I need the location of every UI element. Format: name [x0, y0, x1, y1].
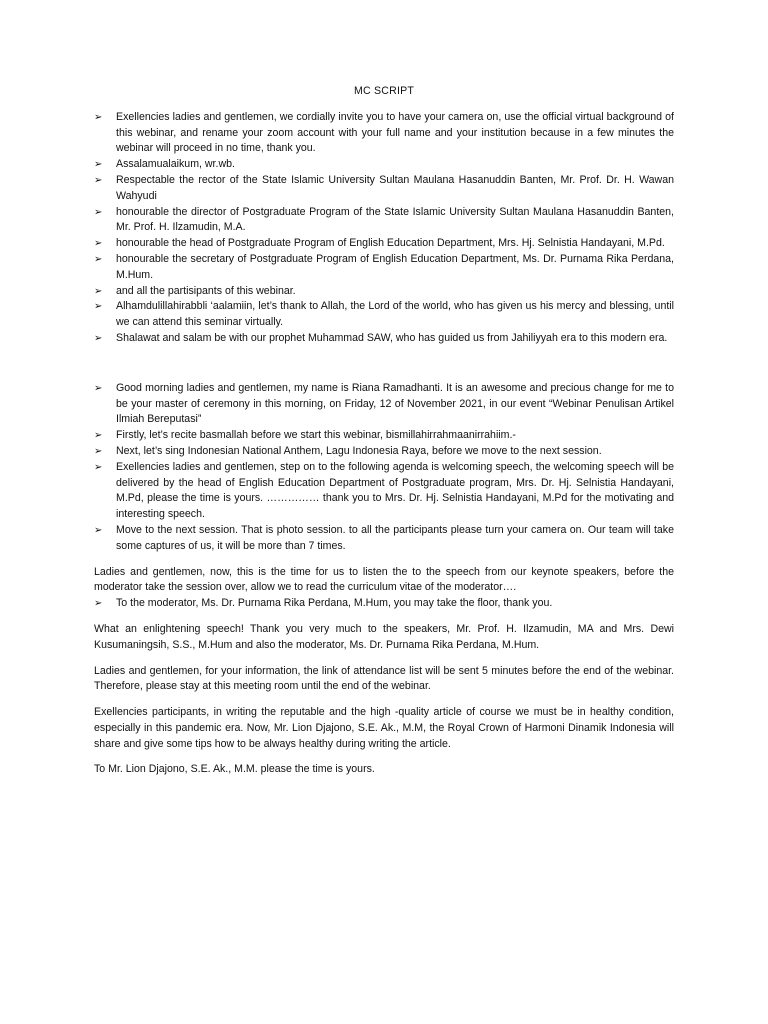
list-item [94, 331, 674, 347]
list-item-text: Next, let’s sing Indonesian National Anthem, Lagu Indonesia Raya, before we move to the next session. [116, 444, 602, 457]
list-item-text: Shalawat and salam be with our prophet Muhammad SAW, who has guided us from Jahiliyyah era to this modern era. [116, 331, 668, 344]
list-item-text: honourable the head of Postgraduate Program of English Education Department, Mrs. Hj. Selnistia Handayani, M.Pd. [116, 237, 665, 250]
list-item-text: Alhamdulillahirabbli ‘aalamiin, let’s thank to Allah, the Lord of the world, who has given us his mercy and blessing, until we can attend this seminar virtually. [116, 300, 674, 329]
arrow-bullet-icon: ➢ [94, 598, 103, 610]
arrow-bullet-icon: ➢ [94, 159, 103, 171]
moderator-list [94, 596, 674, 612]
list-item-text: Move to the next session. That is photo session. to all the participants please turn your camera on. Our team will take some captures of us, it will be more than 7 times. [116, 523, 674, 552]
arrow-bullet-icon: ➢ [94, 524, 103, 536]
list-item-text: and all the partisipants of this webinar. [116, 284, 296, 297]
arrow-bullet-icon: ➢ [94, 430, 103, 442]
list-item [94, 173, 674, 205]
arrow-bullet-icon: ➢ [94, 382, 103, 394]
arrow-bullet-icon: ➢ [94, 253, 103, 265]
list-item [94, 444, 674, 460]
list-item-text: Exellencies ladies and gentlemen, we cordially invite you to have your camera on, use the official virtual background of this webinar, and rename your zoom account with your full name and your institution because in a few minutes the webinar will proceed in no time, thank you. [116, 110, 674, 155]
list-item-text: honourable the secretary of Postgraduate Program of English Education Department, Ms. Dr. Purnama Rika Perdana, M.Hum. [116, 252, 674, 281]
opening-list [94, 110, 674, 347]
list-item [94, 428, 674, 444]
arrow-bullet-icon: ➢ [94, 301, 103, 313]
document-title: MC SCRIPT [353, 85, 415, 97]
list-item [94, 252, 674, 284]
list-item [94, 236, 674, 252]
thanks-paragraph: What an enlightening speech! Thank you very much to the speakers, Mr. Prof. H. Ilzamudin, MA and Mrs. Dewi Kusumaningsih, S.S., M.Hum and also the moderator, Ms. Dr. Purnama Rika Perdana, M.Hum. [94, 622, 674, 651]
arrow-bullet-icon: ➢ [94, 111, 103, 123]
list-item [94, 110, 674, 157]
arrow-bullet-icon: ➢ [94, 461, 103, 473]
keynote-paragraph: Ladies and gentlemen, now, this is the time for us to listen the to the speech from our keynote speakers, before the moderator take the session over, allow we to read the curriculum vitae of the moderator…. [94, 565, 674, 594]
section-spacer [94, 347, 674, 381]
list-item [94, 205, 674, 237]
list-item-text: To the moderator, Ms. Dr. Purnama Rika Perdana, M.Hum, you may take the floor, thank you. [116, 597, 553, 610]
list-item-text: Respectable the rector of the State Islamic University Sultan Maulana Hasanuddin Banten, Mr. Prof. Dr. H. Wawan Wahyudi [116, 173, 674, 202]
list-item [94, 596, 674, 612]
arrow-bullet-icon: ➢ [94, 206, 103, 218]
list-item-text: Assalamualaikum, wr.wb. [116, 158, 235, 171]
health-paragraph: Exellencies participants, in writing the reputable and the high -quality article of course we must be in healthy condition, especially in this pandemic era. Now, Mr. Lion Djajono, S.E. Ak., M.M, the Royal Crown of Harmoni Dinamik Indonesia will share and give some tips how to be always healthy during writing the article. [94, 706, 674, 750]
list-item [94, 157, 674, 173]
agenda-list [94, 381, 674, 555]
arrow-bullet-icon: ➢ [94, 174, 103, 186]
closing-paragraph: To Mr. Lion Djajono, S.E. Ak., M.M. please the time is yours. [94, 763, 375, 776]
list-item [94, 460, 674, 523]
arrow-bullet-icon: ➢ [94, 285, 103, 297]
arrow-bullet-icon: ➢ [94, 445, 103, 457]
arrow-bullet-icon: ➢ [94, 238, 103, 250]
list-item [94, 284, 674, 300]
list-item-text: Exellencies ladies and gentlemen, step on to the following agenda is welcoming speech, the welcoming speech will be delivered by the head of English Education Department of Postgraduate program, Mrs. Dr. Hj. Selnistia Handayani, M.Pd, please the time is yours. …………… thank you to Mrs. Dr. Hj. Selnistia Handayani, M.Pd for the motivating and interesting speech. [116, 460, 674, 521]
list-item [94, 381, 674, 428]
list-item-text: honourable the director of Postgraduate Program of the State Islamic University Sultan Maulana Hasanuddin Banten, Mr. Prof. H. Ilzamudin, M.A. [116, 205, 674, 234]
list-item-text: Firstly, let’s recite basmallah before we start this webinar, bismillahirrahmaanirrahiim.- [116, 429, 516, 442]
list-item [94, 299, 674, 331]
arrow-bullet-icon: ➢ [94, 332, 103, 344]
list-item-text: Good morning ladies and gentlemen, my name is Riana Ramadhanti. It is an awesome and precious change for me to be your master of ceremony in this morning, on Friday, 12 of November 2021, in our event “Webinar Penulisan Artikel Ilmiah Bereputasi” [116, 381, 674, 426]
list-item [94, 523, 674, 555]
attendance-paragraph: Ladies and gentlemen, for your information, the link of attendance list will be sent 5 minutes before the end of the webinar. Therefore, please stay at this meeting room until the end of the webinar. [94, 664, 674, 693]
